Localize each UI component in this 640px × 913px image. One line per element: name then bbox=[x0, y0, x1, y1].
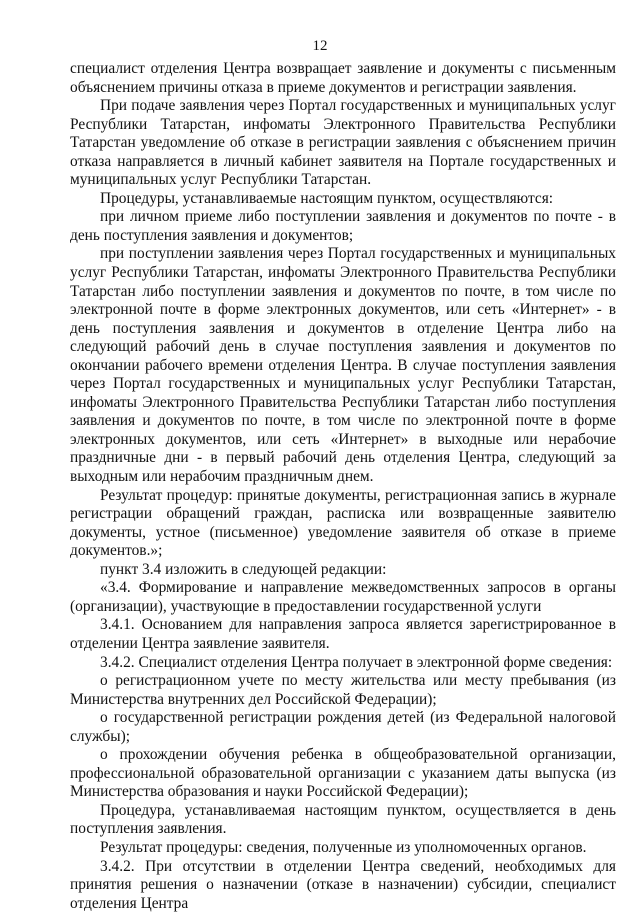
paragraph: при личном приеме либо поступлении заявления и документов по почте - в день поступления заявления и документов; bbox=[70, 208, 616, 244]
document-body bbox=[70, 60, 616, 913]
page-number: 12 bbox=[312, 38, 328, 54]
paragraph: 3.4.2. Специалист отделения Центра получает в электронной форме сведения: bbox=[100, 653, 613, 671]
paragraph: При подаче заявления через Портал государственных и муниципальных услуг Республики Татарстан, инфоматы Электронного Правительства Республики Татарстан уведомление об отказе в регистрации заявления с объяснением причин отказа направляется в личный кабинет заявителя на Портале государственных и муниципальных услуг Республики Татарстан. bbox=[70, 97, 616, 189]
paragraph: пункт 3.4 изложить в следующей редакции: bbox=[100, 560, 387, 578]
paragraph: 3.4.1. Основанием для направления запроса является зарегистрированное в отделении Центра заявление заявителя. bbox=[70, 616, 616, 652]
paragraph: Процедура, устанавливаемая настоящим пунктом, осуществляется в день поступления заявления. bbox=[70, 801, 616, 838]
paragraph: о государственной регистрации рождения детей (из Федеральной налоговой службы); bbox=[70, 709, 616, 745]
paragraph: Результат процедур: принятые документы, регистрационная запись в журнале регистрации обращений граждан, расписка или возвращенные заявителю документы, устное (письменное) уведомление заявителя об отказе в приеме документов.»; bbox=[70, 486, 616, 560]
paragraph: при поступлении заявления через Портал государственных и муниципальных услуг Республики Татарстан, инфоматы Электронного Правительства Республики Татарстан либо поступлении заявления и документов по почте, в том числе по электронной почте в форме электронных документов, или сеть «Интернет» - в день поступления заявления и документов в отделение Центра либо на следующий рабочий день в случае поступления заявления и документов по окончании рабочего времени отделения Центра. В случае поступления заявления через Портал государственных и муниципальных услуг Республики Татарстан, инфоматы Электронного Правительства Республики Татарстан либо поступления заявления и документов по почте, в том числе по электронной почте в форме электронных документов, или сеть «Интернет» в выходные или нерабочие праздничные дни - в первый рабочий день отделения Центра, следующий за выходным или нерабочим праздничным днем. bbox=[70, 245, 616, 486]
paragraph: специалист отделения Центра возвращает заявление и документы с письменным объяснением причины отказа в приеме документов и регистрации заявления. bbox=[70, 60, 616, 96]
paragraph: Результат процедуры: сведения, полученные из уполномоченных органов. bbox=[100, 838, 587, 856]
paragraph: 3.4.2. При отсутствии в отделении Центра сведений, необходимых для принятия решения о назначении (отказе в назначении) субсидии, специалист отделения Центра bbox=[70, 857, 616, 912]
paragraph: о прохождении обучения ребенка в общеобразовательной организации, профессиональной образовательной организации с указанием даты выпуска (из Министерства образования и науки Российской Федерации); bbox=[70, 746, 616, 801]
paragraph: «3.4. Формирование и направление межведомственных запросов в органы (организации), участвующие в предоставлении государственной услуги bbox=[70, 579, 616, 615]
paragraph: Процедуры, устанавливаемые настоящим пунктом, осуществляются: bbox=[100, 189, 554, 207]
paragraph: о регистрационном учете по месту жительства или месту пребывания (из Министерства внутренних дел Российской Федерации); bbox=[70, 672, 616, 708]
